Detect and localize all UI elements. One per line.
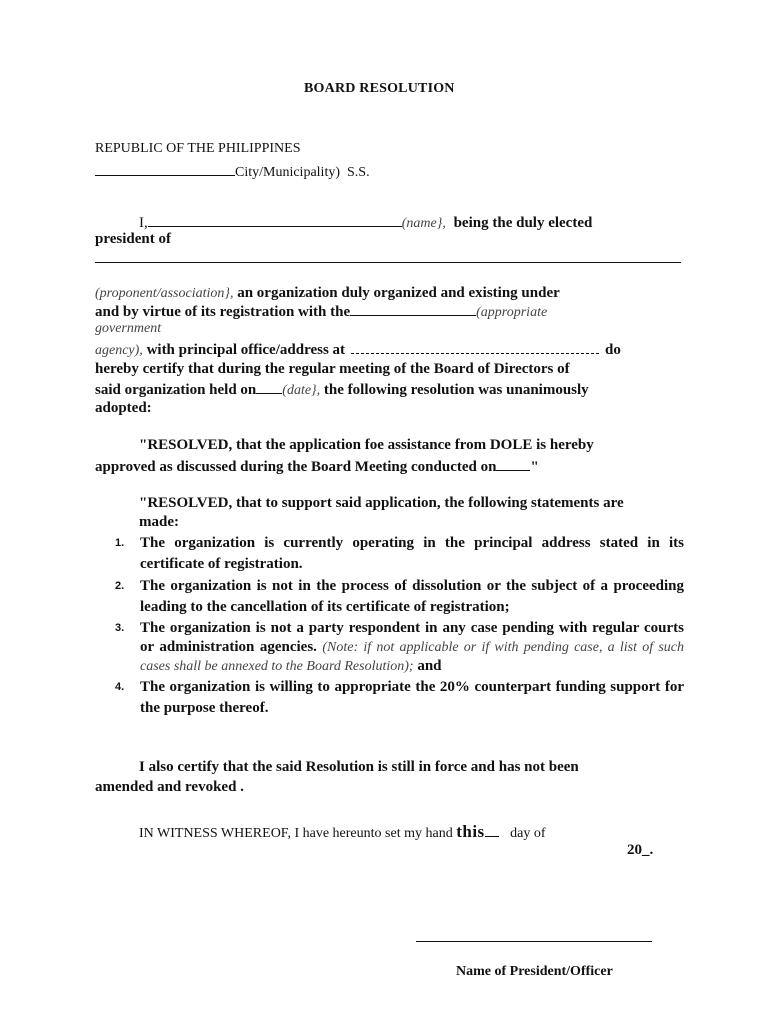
intro-line-office xyxy=(95,342,687,359)
proponent-blank-line xyxy=(95,262,681,263)
statement-item xyxy=(112,576,684,618)
statement-text: The organization is currently operating in the principal address stated in its certificate of registration. xyxy=(140,535,684,572)
statement-text: The organization is not a party respondent in any case pending with regular courts or administration agencies. xyxy=(140,620,684,655)
intro-line-proponent xyxy=(95,285,560,302)
intro-org-text: an organization duly organized and existing under xyxy=(237,285,560,301)
intro-line-virtue xyxy=(95,302,547,321)
meeting-date-blank xyxy=(496,457,530,471)
witness-line-1 xyxy=(139,822,546,842)
proponent-hint: (proponent/association}, xyxy=(95,286,234,301)
venue-ss: S.S. xyxy=(347,165,370,180)
intro-held-text: said organization held on xyxy=(95,382,257,398)
intro-do: do xyxy=(605,342,621,358)
statement-text: The organization is willing to appropriate the 20% counterpart funding support for the purpose thereof. xyxy=(140,679,684,716)
witness-year: 20_. xyxy=(627,842,654,858)
agency-blank xyxy=(350,302,476,316)
witness-day-of: day of xyxy=(510,826,546,841)
venue-country: REPUBLIC OF THE PHILIPPINES xyxy=(95,141,301,156)
day-blank xyxy=(485,823,499,837)
witness-text: IN WITNESS WHEREOF, I have hereunto set my hand xyxy=(139,826,453,841)
resolved-1-line-2 xyxy=(95,457,539,476)
venue-line xyxy=(95,162,370,181)
statement-item xyxy=(112,677,684,719)
statement-note: (Note: if not applicable or if with pending case, a list of such cases shall be annexed to the Board Resolution); xyxy=(140,640,684,674)
resolved-2-line-1: "RESOLVED, that to support said application, the following statements are xyxy=(139,495,624,511)
intro-certify: hereby certify that during the regular meeting of the Board of Directors of xyxy=(95,361,570,377)
witness-this: this xyxy=(456,822,485,841)
intro-president-of: president of xyxy=(95,231,171,247)
certify-line-1: I also certify that the said Resolution is still in force and has not been xyxy=(139,759,579,775)
statement-item xyxy=(112,533,684,575)
date-hint: (date}, xyxy=(282,383,321,398)
signature-line xyxy=(416,941,652,942)
statements-list xyxy=(112,533,684,720)
statement-number: 3. xyxy=(115,622,125,634)
agency-hint-2: government xyxy=(95,321,162,336)
statement-tail: and xyxy=(417,658,442,674)
intro-i: I, xyxy=(139,215,148,231)
statement-item xyxy=(112,619,684,676)
resolved-2-line-2: made: xyxy=(139,514,179,530)
date-blank xyxy=(256,380,282,394)
statement-number: 4. xyxy=(115,681,125,693)
intro-following-text: the following resolution was unanimously xyxy=(323,382,589,398)
intro-line-1 xyxy=(139,213,592,232)
venue-city: City/Municipality) xyxy=(235,165,340,180)
resolved-1-text: approved as discussed during the Board Meeting conducted on xyxy=(95,459,497,475)
intro-line-held xyxy=(95,380,589,399)
name-hint: (name}, xyxy=(401,216,446,231)
statement-number: 2. xyxy=(115,580,125,592)
resolved-1-line-1: "RESOLVED, that the application foe assistance from DOLE is hereby xyxy=(139,437,594,453)
intro-virtue-text: and by virtue of its registration with the xyxy=(95,304,351,320)
agency-hint-3: agency), xyxy=(95,343,143,358)
intro-office-text: with principal office/address at xyxy=(146,342,346,358)
resolved-1-close: " xyxy=(530,459,539,475)
agency-hint-1: (appropriate xyxy=(476,305,548,320)
statement-number: 1. xyxy=(115,537,125,549)
intro-elected: being the duly elected xyxy=(453,215,593,231)
certify-line-2: amended and revoked . xyxy=(95,779,244,795)
intro-adopted: adopted: xyxy=(95,400,152,416)
statement-text: The organization is not in the process of dissolution or the subject of a proceeding leading to the cancellation of its certificate of registration; xyxy=(140,578,684,615)
document-title: BOARD RESOLUTION xyxy=(304,81,455,96)
name-blank xyxy=(148,213,402,227)
address-dotted-blank xyxy=(351,343,599,354)
signature-label: Name of President/Officer xyxy=(456,964,613,979)
city-blank xyxy=(95,162,235,176)
